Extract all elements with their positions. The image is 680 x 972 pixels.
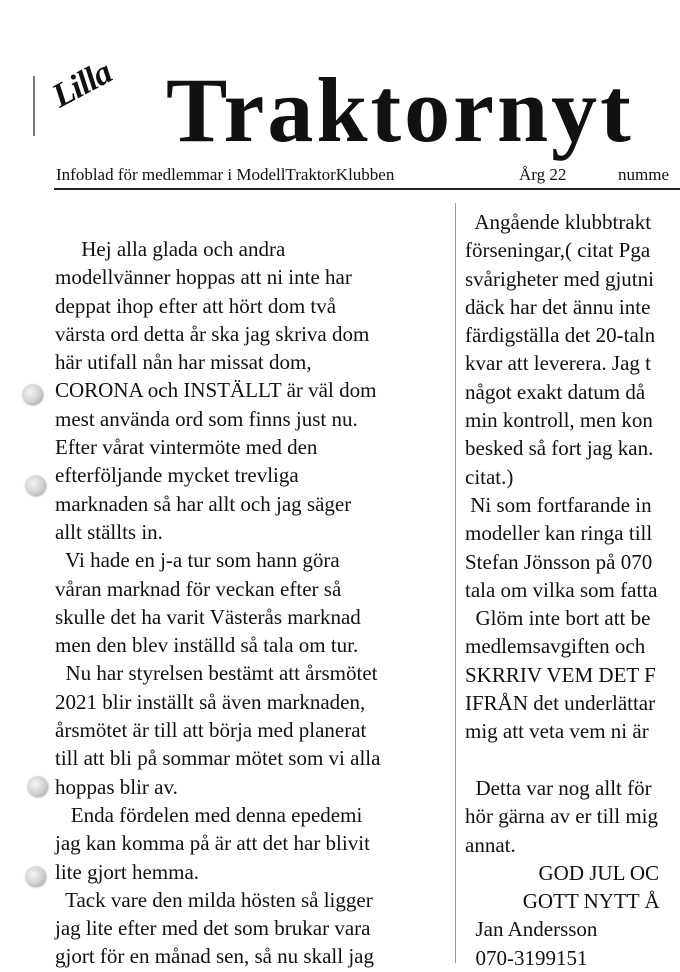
left-column-line: marknaden så har allt och jag säger: [55, 491, 352, 516]
right-column-line: däck har det ännu inte: [465, 294, 651, 319]
left-column-line: 2021 blir inställt så även marknaden,: [55, 689, 366, 714]
left-column: [55, 235, 380, 971]
column-divider: [455, 203, 456, 963]
right-column-line: Stefan Jönsson på 070: [465, 549, 653, 574]
left-column-line: mest använda ord som finns just nu.: [55, 406, 358, 431]
left-column-line: allt ställts in.: [55, 519, 163, 544]
left-column-line: Nu har styrelsen bestämt att årsmötet: [55, 661, 378, 686]
right-column-line: GOD JUL OC: [465, 860, 660, 885]
punch-hole-icon: [26, 476, 46, 496]
right-column-line: SKRRIV VEM DET F: [465, 662, 656, 687]
right-column-line: mig att veta vem ni är: [465, 719, 649, 744]
subline-volume: Årg 22: [519, 165, 567, 184]
right-column-line: tala om vilka som fatta: [465, 577, 658, 602]
left-column-line: årsmötet är till att börja med planerat: [55, 718, 367, 743]
right-column-line: GOTT NYTT Å: [465, 889, 660, 914]
left-column-line: deppat ihop efter att hört dom två: [55, 293, 337, 318]
right-column-line: medlemsavgiften och: [465, 634, 646, 659]
right-column-line: hör gärna av er till mig: [465, 804, 659, 829]
left-column-line: CORONA och INSTÄLLT är väl dom: [55, 378, 377, 403]
left-column-line: gjort för en månad sen, så nu skall jag: [55, 944, 374, 969]
left-column-line: Hej alla glada och andra: [55, 237, 286, 261]
right-column-line: besked så fort jag kan.: [465, 436, 654, 461]
left-column-line: våran marknad för veckan efter så: [55, 576, 342, 601]
right-column-line: något exakt datum då: [465, 379, 646, 404]
punch-hole-icon: [28, 777, 48, 797]
left-column-line: hoppas blir av.: [55, 774, 178, 799]
punch-hole-icon: [26, 867, 46, 887]
right-column-line: modeller kan ringa till: [465, 521, 653, 546]
right-column-line: citat.): [465, 464, 514, 489]
subline-number: numme: [618, 165, 669, 184]
left-column-line: värsta ord detta år ska jag skriva dom: [55, 321, 370, 346]
right-column-line: kvar att leverera. Jag t: [465, 351, 651, 376]
left-column-line: Vi hade en j-a tur som hann göra: [55, 548, 340, 573]
right-column: [465, 208, 660, 972]
right-column-line: min kontroll, men kon: [465, 408, 653, 433]
right-column-line: IFRÅN det underlättar: [465, 691, 656, 716]
left-column-line: skulle det ha varit Västerås marknad: [55, 604, 361, 629]
left-column-line: modellvänner hoppas att ni inte har: [55, 265, 352, 290]
right-column-line: svårigheter med gjutni: [465, 266, 654, 291]
right-column-line: Glöm inte bort att be: [465, 606, 651, 631]
right-column-line: 070-3199151: [465, 945, 588, 970]
left-column-line: till att bli på sommar mötet som vi alla: [55, 746, 381, 771]
right-column-line: annat.: [465, 832, 516, 857]
left-column-line: lite gjort hemma.: [55, 859, 200, 884]
masthead-title: Traktornyt: [166, 59, 634, 161]
right-column-line: färdigställa det 20-taln: [465, 323, 656, 348]
left-column-line: här utifall nån har missat dom,: [55, 350, 312, 375]
subline-info: Infoblad för medlemmar i ModellTraktorKlubben: [56, 165, 395, 184]
masthead-lilla: Lilla: [46, 53, 118, 116]
left-column-line: efterföljande mycket trevliga: [55, 463, 299, 488]
page-edge-mark: [33, 76, 35, 136]
right-column-line: Angående klubbtrakt: [465, 210, 652, 234]
right-column-line: Jan Andersson: [465, 917, 598, 942]
left-column-line: Tack vare den milda hösten så ligger: [55, 887, 373, 912]
right-column-line: Detta var nog allt för: [465, 775, 652, 800]
left-column-line: Efter vårat vintermöte med den: [55, 435, 318, 460]
left-column-line: jag kan komma på är att det har blivit: [55, 831, 370, 856]
left-column-line: jag lite efter med det som brukar vara: [55, 916, 371, 941]
masthead-rule: [54, 188, 680, 190]
left-column-line: men den blev inställd så tala om tur.: [55, 633, 359, 658]
right-column-line: Ni som fortfarande in: [465, 492, 652, 517]
left-column-line: Enda fördelen med denna epedemi: [55, 802, 363, 827]
right-column-line: [465, 746, 660, 774]
right-column-line: förseningar,( citat Pga: [465, 238, 651, 263]
punch-hole-icon: [23, 385, 43, 405]
